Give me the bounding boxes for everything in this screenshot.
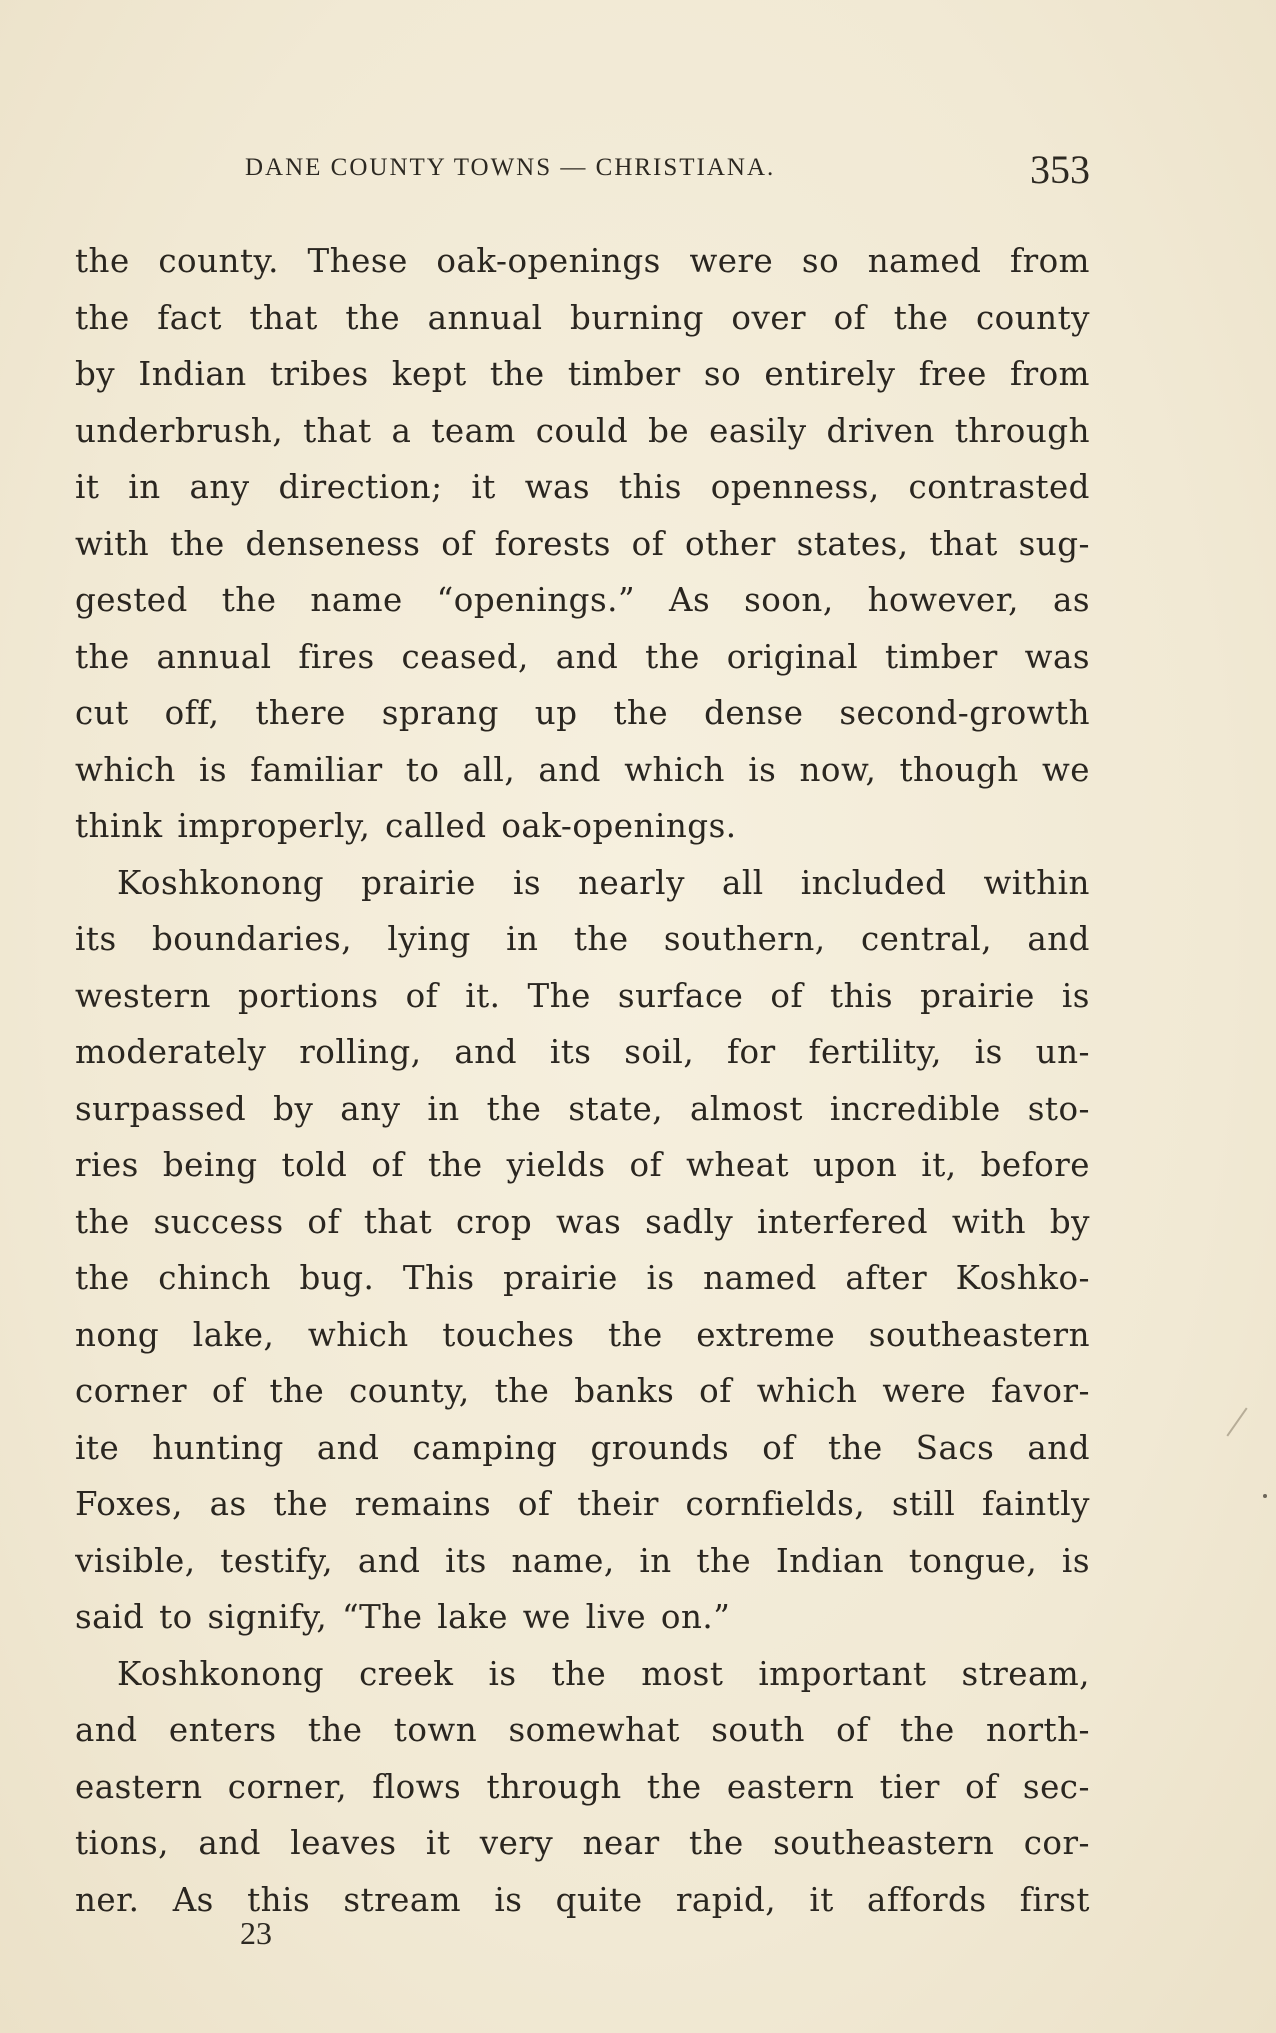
text-line: and enters the town somewhat south of the north- xyxy=(75,1711,1090,1749)
text-line: by Indian tribes kept the timber so entirely free from xyxy=(75,355,1090,393)
text-line: tions, and leaves it very near the southeastern cor- xyxy=(75,1824,1090,1862)
text-line: said to signify, “The lake we live on.” xyxy=(75,1598,731,1636)
running-head xyxy=(75,147,1090,192)
text-line: which is familiar to all, and which is now, though we xyxy=(75,750,1090,789)
text-line: corner of the county, the banks of which were favor- xyxy=(75,1372,1090,1410)
text-line: ner. As this stream is quite rapid, it affords first xyxy=(75,1880,1090,1919)
text-line: ite hunting and camping grounds of the Sacs and xyxy=(75,1428,1090,1467)
text-line: cut off, there sprang up the dense second-growth xyxy=(75,694,1090,732)
text-line: it in any direction; it was this openness, contrasted xyxy=(75,468,1090,506)
text-line: the fact that the annual burning over of the county xyxy=(75,298,1090,337)
text-line: ries being told of the yields of wheat upon it, before xyxy=(75,1146,1090,1184)
text-line: surpassed by any in the state, almost incredible sto- xyxy=(75,1089,1090,1128)
page-number: 353 xyxy=(1030,147,1090,192)
text-line: underbrush, that a team could be easily driven through xyxy=(75,411,1090,450)
paragraph-start-line: Koshkonong prairie is nearly all included within xyxy=(117,863,1090,902)
text-line: Foxes, as the remains of their cornfields, still faintly xyxy=(75,1485,1090,1523)
text-line: moderately rolling, and its soil, for fertility, is un- xyxy=(75,1033,1090,1071)
text-line: the county. These oak-openings were so named from xyxy=(75,242,1090,280)
text-line: nong lake, which touches the extreme southeastern xyxy=(75,1315,1090,1354)
text-line: western portions of it. The surface of this prairie is xyxy=(75,976,1090,1015)
text-line: visible, testify, and its name, in the Indian tongue, is xyxy=(75,1541,1090,1580)
body-text xyxy=(75,233,1090,1928)
paragraph-start-line: Koshkonong creek is the most important stream, xyxy=(117,1654,1090,1693)
text-line: its boundaries, lying in the southern, central, and xyxy=(75,920,1090,958)
running-title: DANE COUNTY TOWNS — CHRISTIANA. xyxy=(245,154,776,181)
signature-mark: 23 xyxy=(240,1915,272,1951)
text-line: the chinch bug. This prairie is named after Koshko- xyxy=(75,1259,1090,1297)
margin-dot xyxy=(1263,1494,1267,1498)
text-line: with the denseness of forests of other states, that sug- xyxy=(75,524,1090,563)
text-line: think improperly, called oak-openings. xyxy=(75,807,737,845)
text-line: the success of that crop was sadly interfered with by xyxy=(75,1202,1090,1241)
text-line: the annual fires ceased, and the original timber was xyxy=(75,637,1090,676)
text-line: eastern corner, flows through the eastern tier of sec- xyxy=(75,1767,1090,1806)
margin-pencil-mark xyxy=(1226,1408,1247,1437)
text-line: gested the name “openings.” As soon, however, as xyxy=(75,581,1090,619)
